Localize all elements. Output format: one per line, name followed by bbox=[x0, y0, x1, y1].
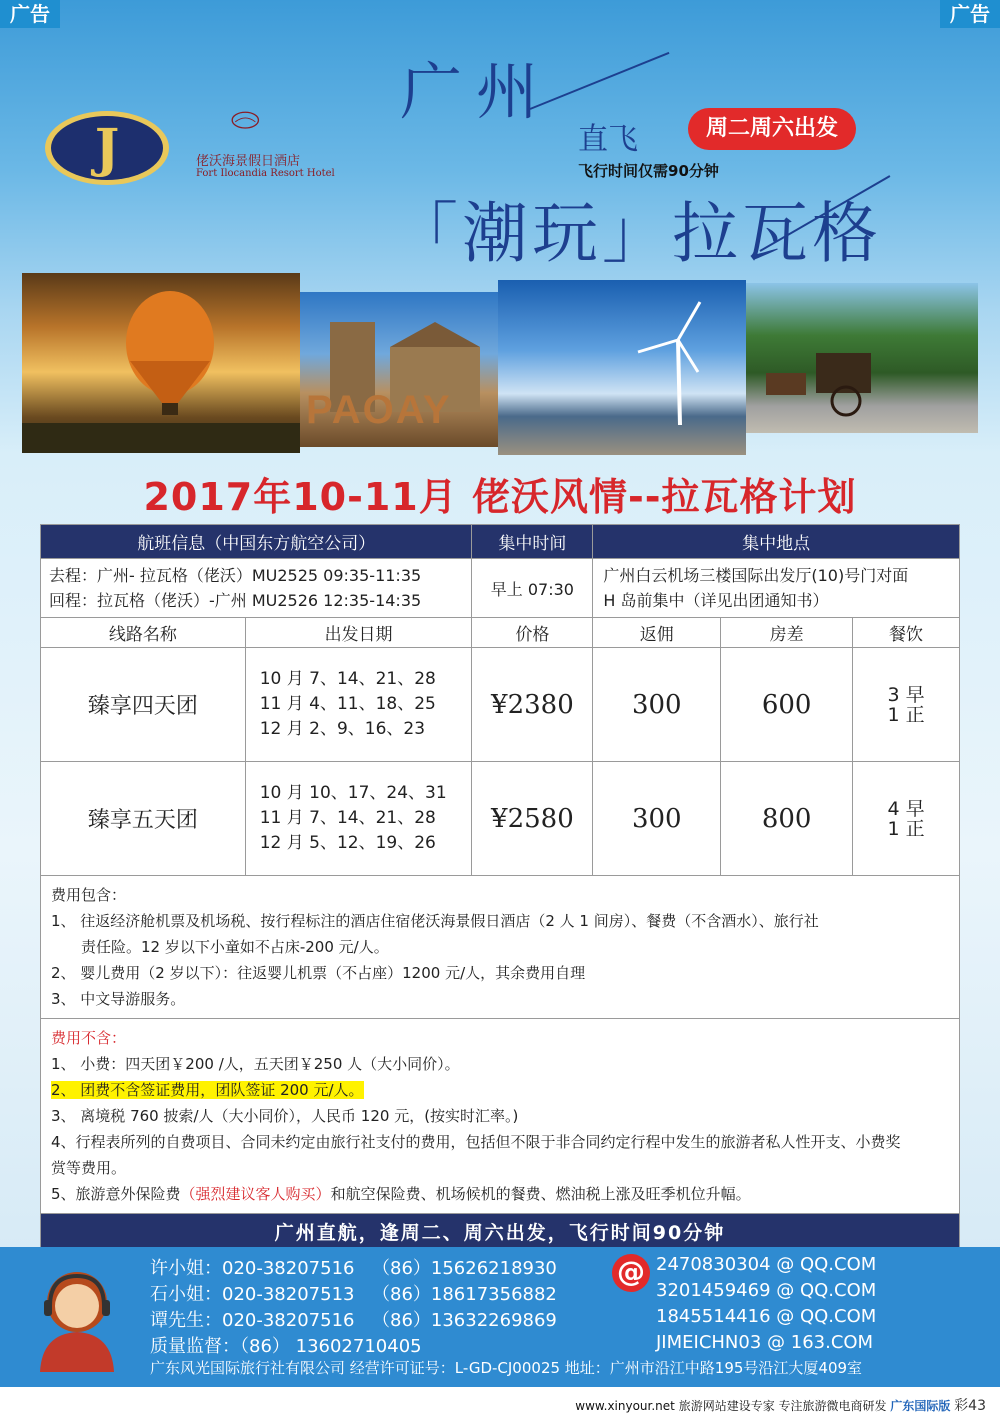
flight-cell bbox=[41, 559, 472, 618]
banner-row bbox=[41, 1214, 960, 1250]
insurance-text: 5、旅游意外保险费 bbox=[51, 1185, 181, 1203]
route-name: 臻享四天团 bbox=[41, 648, 246, 762]
ad-tag-right: 广告 bbox=[940, 0, 1000, 28]
meal bbox=[853, 648, 960, 762]
insurance-advice: （强烈建议客人购买） bbox=[180, 1185, 331, 1203]
tour-table bbox=[40, 524, 960, 1250]
head-meet-place: 集中地点 bbox=[593, 525, 960, 559]
meet-time: 早上 07:30 bbox=[472, 559, 593, 618]
bottom-credits bbox=[575, 1395, 986, 1415]
insurance-rest: 和航空保险费、机场候机的餐费、燃油税上涨及旺季机位升幅。 bbox=[330, 1185, 751, 1203]
date-line: 11 月 7、14、21、28 bbox=[259, 808, 436, 828]
rebate: 300 bbox=[593, 648, 721, 762]
meet-place bbox=[593, 559, 960, 618]
contact-email[interactable]: 1845514416 @ QQ.COM bbox=[656, 1306, 877, 1327]
meet-place-line2: H 岛前集中（详见出团通知书） bbox=[603, 591, 829, 610]
route-name: 臻享五天团 bbox=[41, 762, 246, 876]
departure-dates bbox=[245, 762, 472, 876]
excludes-row bbox=[41, 1019, 960, 1214]
rebate: 300 bbox=[593, 762, 721, 876]
price: ¥2380 bbox=[472, 648, 593, 762]
price: ¥2580 bbox=[472, 762, 593, 876]
departure-badge: 周二周六出发 bbox=[688, 108, 856, 150]
head-meet-time: 集中时间 bbox=[472, 525, 593, 559]
headline-guangzhou: 广州 bbox=[400, 55, 553, 128]
includes-row bbox=[41, 876, 960, 1019]
email-at-icon: @ bbox=[612, 1254, 650, 1292]
hotel-name-en: Fort Ilocandia Resort Hotel bbox=[196, 168, 335, 179]
site-slogan: 旅游网站建设专家 专注旅游微电商研发 bbox=[674, 1399, 891, 1413]
include-item: 责任险。12 岁以下小童如不占床-200 元/人。 bbox=[81, 938, 389, 956]
headline-laoag: 「潮玩」拉瓦格 bbox=[392, 195, 882, 272]
table-row bbox=[41, 648, 960, 762]
quality-supervision: 质量监督：（86） 13602710405 bbox=[150, 1336, 422, 1357]
meet-place-line1: 广州白云机场三楼国际出发厅(10)号门对面 bbox=[603, 566, 909, 585]
contact-mobile: （86）15626218930 bbox=[372, 1258, 557, 1279]
contact-email[interactable]: JIMEICHN03 @ 163.COM bbox=[656, 1332, 874, 1353]
exclude-item-insurance bbox=[51, 1181, 949, 1207]
includes-title: 费用包含： bbox=[51, 886, 127, 904]
photo-horse-carriage bbox=[746, 283, 978, 433]
include-item: 1、 往返经济舱机票及机场税、按行程标注的酒店住宿佬沃海景假日酒店（2 人 1 间房）、餐费（不含酒水）、旅行社 bbox=[51, 912, 819, 930]
departure-dates bbox=[245, 648, 472, 762]
include-item: 3、 中文导游服务。 bbox=[51, 990, 186, 1008]
flight-return: 回程：拉瓦格（佬沃）-广州 MU2526 12:35-14:35 bbox=[49, 591, 422, 610]
include-item: 2、 婴儿费用（2 岁以下）：往返婴儿机票（不占座）1200 元/人，其余费用自理 bbox=[51, 964, 586, 982]
table-row bbox=[41, 762, 960, 876]
col-price: 价格 bbox=[472, 618, 593, 648]
exclude-item-visa bbox=[51, 1077, 949, 1103]
meal bbox=[853, 762, 960, 876]
logo-letter: J bbox=[94, 118, 120, 179]
exclude-item: 4、行程表所列的自费项目、合同未约定由旅行社支付的费用，包括但不限于非合同约定行程中发生的旅游者私人性开支、小费奖 bbox=[51, 1133, 901, 1151]
flight-row bbox=[41, 559, 960, 618]
date-line: 12 月 2、9、16、23 bbox=[259, 719, 426, 739]
col-room-diff: 房差 bbox=[721, 618, 853, 648]
contact-name: 石小姐：020-38207513 bbox=[150, 1284, 355, 1305]
carriage-icon bbox=[746, 283, 978, 433]
windmill-icon bbox=[498, 280, 746, 455]
col-meal: 餐饮 bbox=[853, 618, 960, 648]
visa-highlight: 2、 团费不含签证费用，团队签证 200 元/人。 bbox=[51, 1081, 364, 1099]
meal-breakfast: 4 早 bbox=[887, 797, 925, 820]
exclude-item: 1、 小费：四天团￥200 /人，五天团￥250 人（大小同价）。 bbox=[51, 1055, 460, 1073]
site-url[interactable]: www.xinyour.net bbox=[575, 1399, 675, 1413]
col-route: 线路名称 bbox=[41, 618, 246, 648]
edition-label: 广东国际版 bbox=[890, 1399, 951, 1413]
contact-name: 谭先生：020-38207516 bbox=[150, 1310, 355, 1331]
headline-zhifei: 直飞 bbox=[578, 122, 638, 157]
flight-outbound: 去程：广州- 拉瓦格（佬沃）MU2525 09:35-11:35 bbox=[49, 566, 422, 585]
balloon-icon bbox=[22, 273, 300, 453]
table-head-row bbox=[41, 525, 960, 559]
company-info: 广东风光国际旅行社有限公司 经营许可证号：L-GD-CJ00025 地址：广州市沿江中路195号沿江大厦409室 bbox=[150, 1359, 863, 1377]
includes-cell bbox=[41, 876, 960, 1019]
main-title: 2017年10-11月 佬沃风情--拉瓦格计划 bbox=[143, 475, 857, 519]
page-number: 彩43 bbox=[954, 1398, 986, 1414]
paoay-sign: PAOAY bbox=[306, 388, 452, 432]
meal-breakfast: 3 早 bbox=[887, 683, 925, 706]
hotel-j-logo-icon bbox=[42, 108, 172, 188]
col-rebate: 返佣 bbox=[593, 618, 721, 648]
exclude-item: 赏等费用。 bbox=[51, 1159, 127, 1177]
contact-mobile: （86）18617356882 bbox=[372, 1284, 557, 1305]
photo-paoay-church bbox=[300, 292, 498, 447]
photo-windmills bbox=[498, 280, 746, 455]
flight-time-note: 飞行时间仅需90分钟 bbox=[578, 162, 719, 180]
photo-hot-air-balloon bbox=[22, 273, 300, 453]
head-flight-info: 航班信息（中国东方航空公司） bbox=[41, 525, 472, 559]
contact-name: 许小姐：020-38207516 bbox=[150, 1258, 355, 1279]
room-diff: 600 bbox=[721, 648, 853, 762]
excludes-title: 费用不含： bbox=[51, 1029, 127, 1047]
meal-dinner: 1 正 bbox=[887, 703, 925, 726]
date-line: 10 月 7、14、21、28 bbox=[259, 669, 436, 689]
customer-service-agent-icon bbox=[32, 1262, 122, 1372]
hotel-name-cn: 佬沃海景假日酒店 bbox=[196, 154, 301, 169]
meal-dinner: 1 正 bbox=[887, 817, 925, 840]
contact-email[interactable]: 2470830304 @ QQ.COM bbox=[656, 1254, 877, 1275]
columns-row bbox=[41, 618, 960, 648]
contact-mobile: （86）13632269869 bbox=[372, 1310, 557, 1331]
exclude-item: 3、 离境税 760 披索/人（大小同价），人民币 120 元，(按实时汇率。) bbox=[51, 1107, 519, 1125]
col-dates: 出发日期 bbox=[245, 618, 472, 648]
contact-email[interactable]: 3201459469 @ QQ.COM bbox=[656, 1280, 877, 1301]
date-line: 10 月 10、17、24、31 bbox=[259, 783, 447, 803]
direct-flight-banner: 广州直航，逢周二、周六出发，飞行时间90分钟 bbox=[41, 1214, 960, 1250]
room-diff: 800 bbox=[721, 762, 853, 876]
excludes-cell bbox=[41, 1019, 960, 1214]
hotel-emblem-icon bbox=[230, 106, 300, 150]
date-line: 11 月 4、11、18、25 bbox=[259, 694, 436, 714]
ad-tag-left: 广告 bbox=[0, 0, 60, 28]
date-line: 12 月 5、12、19、26 bbox=[259, 833, 436, 853]
